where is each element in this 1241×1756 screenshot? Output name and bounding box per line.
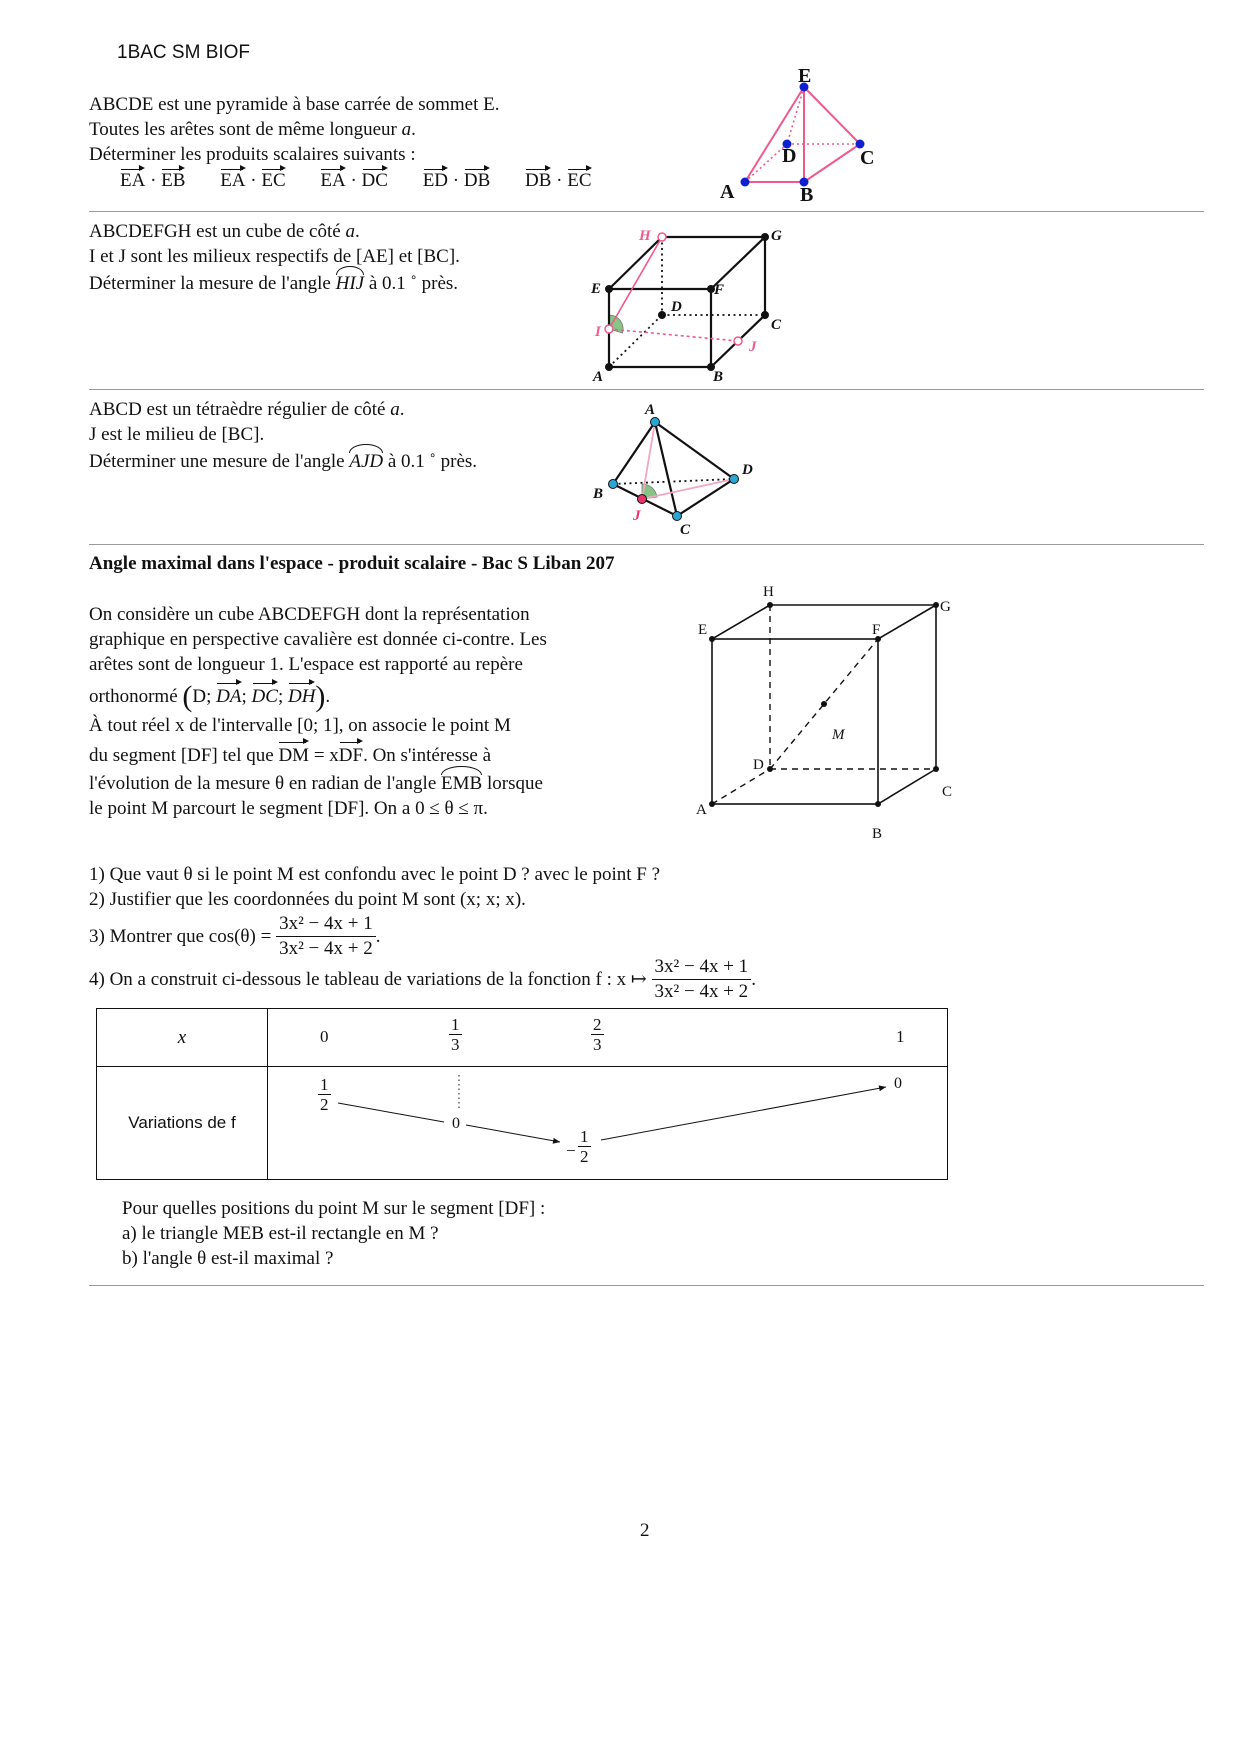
exercise-3-text bbox=[89, 397, 477, 474]
vertex-D bbox=[767, 766, 773, 772]
ex4-p6 bbox=[89, 741, 621, 768]
label-F: F bbox=[714, 282, 725, 298]
vertex-A bbox=[605, 363, 613, 371]
vertex-A bbox=[651, 418, 660, 427]
fraction-numerator: 3x² − 4x + 1 bbox=[652, 955, 752, 980]
edge-BC bbox=[878, 769, 936, 804]
vector: EA bbox=[120, 170, 146, 191]
edge-BC bbox=[804, 144, 860, 182]
question-2: 2) Justifier que les coordonnées du point M sont (x; x; x). bbox=[89, 889, 526, 910]
value-f1: 0 bbox=[894, 1075, 902, 1092]
tetrahedron-figure bbox=[585, 400, 765, 540]
ex4-p8: le point M parcourt le segment [DF]. On a 0 ≤ θ ≤ π. bbox=[89, 798, 488, 819]
fraction-cos-theta bbox=[276, 912, 376, 961]
ex4-paragraph bbox=[89, 602, 621, 821]
edge-EC bbox=[804, 87, 860, 144]
label-D: D bbox=[671, 299, 682, 315]
ex3-line-1 bbox=[89, 397, 477, 422]
vertex-H bbox=[767, 602, 773, 608]
ex2-line-3-end: à 0.1 ˚ près. bbox=[364, 273, 459, 294]
divider bbox=[89, 1285, 1204, 1286]
ex4-p4-text: orthonormé bbox=[89, 686, 178, 707]
cube-figure-ex2 bbox=[585, 222, 795, 384]
cube-front-face bbox=[712, 639, 878, 804]
frame-vector-DC: DC bbox=[252, 682, 278, 709]
edge-ED bbox=[787, 87, 804, 144]
label-H: H bbox=[763, 584, 774, 600]
product-1: EA · EB bbox=[120, 170, 186, 191]
ex2-var-a: a bbox=[345, 221, 355, 242]
label-M: M bbox=[832, 727, 845, 743]
vertex-B bbox=[875, 801, 881, 807]
x-values-cell bbox=[268, 1009, 948, 1067]
ex1-line-2-text: Toutes les arêtes sont de même longueur bbox=[89, 119, 402, 140]
fraction-denominator: 3x² − 4x + 2 bbox=[654, 981, 749, 1002]
ex2-line-1-text: ABCDEFGH est un cube de côté bbox=[89, 221, 346, 242]
ex2-line-3 bbox=[89, 271, 460, 296]
fraction-f bbox=[652, 955, 752, 1004]
label-B: B bbox=[713, 369, 724, 384]
ex4-p7-text: l'évolution de la mesure θ en radian de l'angle bbox=[89, 773, 442, 794]
ex1-line-2 bbox=[89, 117, 499, 142]
ex4-p7 bbox=[89, 771, 621, 796]
period: . bbox=[375, 926, 381, 947]
question-3 bbox=[89, 912, 380, 961]
value-f0-den: 2 bbox=[320, 1095, 329, 1114]
edge-EA bbox=[745, 87, 804, 182]
product-5: DB · EC bbox=[525, 170, 592, 191]
label-A: A bbox=[645, 402, 656, 418]
arrow-decreasing-1 bbox=[338, 1103, 444, 1122]
x-value-two-thirds bbox=[591, 1015, 604, 1054]
x-value-1-3-num: 1 bbox=[451, 1015, 460, 1034]
angle-HIJ: HIJ bbox=[335, 273, 365, 294]
variations-cell bbox=[268, 1067, 948, 1180]
pyramid-figure bbox=[720, 60, 890, 210]
divider bbox=[89, 389, 1204, 390]
ex3-var-a: a bbox=[390, 399, 400, 420]
product-2: EA · EC bbox=[220, 170, 286, 191]
vector: EA bbox=[220, 170, 246, 191]
ex1-line-3: Déterminer les produits scalaires suivants : bbox=[89, 144, 416, 165]
ex4-p1: On considère un cube ABCDEFGH dont la représentation bbox=[89, 604, 530, 625]
vertex-G bbox=[761, 233, 769, 241]
frame-vector-DH: DH bbox=[288, 682, 315, 709]
ex1-line-2-end: . bbox=[411, 119, 416, 140]
ex3-line-3 bbox=[89, 449, 477, 474]
ex1-var-a: a bbox=[401, 119, 412, 140]
edge-AB bbox=[613, 422, 655, 484]
divider bbox=[89, 211, 1204, 212]
label-D: D bbox=[742, 462, 753, 478]
label-H: H bbox=[639, 228, 651, 244]
edge-AD bbox=[712, 769, 770, 804]
ex1-products bbox=[120, 168, 592, 192]
vertex-D bbox=[658, 311, 666, 319]
ex4-p2: graphique en perspective cavalière est donnée ci-contre. Les bbox=[89, 629, 547, 650]
label-C: C bbox=[771, 317, 782, 333]
label-J: J bbox=[749, 339, 757, 355]
period: . bbox=[751, 969, 756, 990]
table-row-variations bbox=[97, 1067, 948, 1180]
page-number: 2 bbox=[640, 1520, 650, 1541]
question-1: 1) Que vaut θ si le point M est confondu avec le point D ? avec le point F ? bbox=[89, 864, 661, 885]
exercise-2-text bbox=[89, 219, 460, 296]
vector-DM: DM bbox=[278, 741, 309, 768]
label-I: I bbox=[595, 324, 601, 340]
ex4-p5: À tout réel x de l'intervalle [0; 1], on associe le point M bbox=[89, 715, 511, 736]
vector: DB bbox=[463, 170, 491, 191]
edge-FG bbox=[878, 605, 936, 639]
label-G: G bbox=[771, 228, 782, 244]
x-value-1: 1 bbox=[896, 1027, 905, 1046]
point-M bbox=[821, 701, 827, 707]
paren-close-icon: ) bbox=[315, 680, 326, 713]
ex4-p6-text: du segment [DF] tel que bbox=[89, 745, 279, 766]
vertex-E bbox=[709, 636, 715, 642]
followup-intro: Pour quelles positions du point M sur le segment [DF] : bbox=[122, 1198, 546, 1219]
value-f0-num: 1 bbox=[320, 1075, 329, 1094]
point-I bbox=[605, 325, 613, 333]
vertex-D bbox=[730, 475, 739, 484]
label-C: C bbox=[860, 147, 875, 169]
ex2-line-2: I et J sont les milieux respectifs de [AE] et [BC]. bbox=[89, 246, 460, 267]
table-row-x bbox=[97, 1009, 948, 1067]
segment-IJ bbox=[609, 329, 738, 341]
vector: DB bbox=[525, 170, 552, 191]
ex2-line-3-text: Déterminer la mesure de l'angle bbox=[89, 273, 336, 294]
vertex-C bbox=[673, 512, 682, 521]
label-D: D bbox=[753, 757, 764, 773]
arrow-increasing bbox=[601, 1087, 886, 1140]
fraction-numerator: 3x² − 4x + 1 bbox=[276, 912, 376, 937]
label-C: C bbox=[942, 784, 953, 800]
vector: EB bbox=[161, 170, 186, 191]
ex2-line-1-end: . bbox=[354, 221, 360, 242]
label-J: J bbox=[633, 508, 641, 524]
vector-DF: DF bbox=[339, 741, 363, 768]
variations-label: Variations de f bbox=[128, 1113, 236, 1132]
page-header-title: 1BAC SM BIOF bbox=[117, 42, 251, 63]
label-E: E bbox=[591, 281, 602, 297]
minus-sign: − bbox=[566, 1141, 576, 1160]
ex4-followup bbox=[122, 1196, 545, 1271]
x-header-cell: x bbox=[97, 1009, 268, 1067]
x-value-0: 0 bbox=[320, 1027, 329, 1046]
label-B: B bbox=[800, 184, 814, 206]
ex4-p7-end: lorsque bbox=[482, 773, 543, 794]
segment-IH bbox=[609, 237, 662, 329]
label-C: C bbox=[680, 522, 691, 538]
vertex-C bbox=[761, 311, 769, 319]
angle-AJD: AJD bbox=[349, 451, 384, 472]
ex4-title: Angle maximal dans l'espace - produit scalaire - Bac S Liban 207 bbox=[89, 553, 615, 574]
ex4-p3: arêtes sont de longueur 1. L'espace est rapporté au repère bbox=[89, 654, 523, 675]
ex4-p4: orthonormé (D; DA; DC; DH). bbox=[89, 680, 331, 713]
question-4 bbox=[89, 955, 756, 1004]
vector: ED bbox=[422, 170, 449, 191]
ex3-line-1-end: . bbox=[399, 399, 405, 420]
vector: EC bbox=[567, 170, 592, 191]
label-G: G bbox=[940, 599, 951, 615]
ex1-line-1: ABCDE est une pyramide à base carrée de sommet E. bbox=[89, 94, 500, 115]
label-D: D bbox=[782, 145, 797, 167]
cube-figure-ex4 bbox=[690, 578, 970, 848]
edge-EH bbox=[712, 605, 770, 639]
ex3-line-3-text: Déterminer une mesure de l'angle bbox=[89, 451, 350, 472]
frame-origin: D bbox=[192, 686, 207, 707]
cube-front-face bbox=[609, 289, 711, 367]
vector: EC bbox=[261, 170, 286, 191]
label-A: A bbox=[696, 802, 707, 818]
vertex-H bbox=[658, 233, 666, 241]
variations-header-cell bbox=[97, 1067, 268, 1180]
x-value-2-3-num: 2 bbox=[593, 1015, 602, 1034]
ex3-line-2: J est le milieu de [BC]. bbox=[89, 424, 265, 445]
variation-arrows bbox=[268, 1067, 948, 1180]
vertex-G bbox=[933, 602, 939, 608]
value-f-two-thirds-den: 2 bbox=[580, 1147, 589, 1166]
point-J bbox=[734, 337, 742, 345]
followup-a: a) le triangle MEB est-il rectangle en M ? bbox=[122, 1223, 439, 1244]
vector: DC bbox=[361, 170, 388, 191]
followup-b: b) l'angle θ est-il maximal ? bbox=[122, 1248, 334, 1269]
label-A: A bbox=[593, 369, 604, 384]
ex4-p6-mid: = x bbox=[309, 745, 339, 766]
angle-EMB: EMB bbox=[441, 773, 483, 794]
ex3-line-1-text: ABCD est un tétraèdre régulier de côté bbox=[89, 399, 391, 420]
x-value-1-3-den: 3 bbox=[451, 1035, 460, 1054]
product-4: ED · DB bbox=[422, 170, 491, 191]
arrow-decreasing-2 bbox=[466, 1125, 560, 1142]
ex2-line-1 bbox=[89, 219, 460, 244]
x-value-2-3-den: 3 bbox=[593, 1035, 602, 1054]
fraction-denominator: 3x² − 4x + 2 bbox=[279, 938, 373, 959]
ex3-line-3-end: à 0.1 ˚ près. bbox=[383, 451, 478, 472]
exercise-1-text bbox=[89, 92, 499, 167]
question-4-text: 4) On a construit ci-dessous le tableau de variations de la fonction f : x ↦ bbox=[89, 969, 647, 990]
point-J bbox=[638, 495, 647, 504]
value-f-two-thirds-num: 1 bbox=[580, 1127, 589, 1146]
vertex-E bbox=[605, 285, 613, 293]
label-E: E bbox=[698, 622, 708, 638]
value-f-one-third: 0 bbox=[452, 1115, 460, 1132]
vertex-B bbox=[609, 480, 618, 489]
label-B: B bbox=[593, 486, 604, 502]
vertex-A bbox=[741, 178, 750, 187]
question-3-text: 3) Montrer que cos(θ) = bbox=[89, 926, 272, 947]
vector: EA bbox=[320, 170, 346, 191]
paren-open-icon: ( bbox=[182, 680, 193, 713]
ex4-p6-end: . On s'intéresse à bbox=[363, 745, 492, 766]
label-A: A bbox=[720, 181, 735, 203]
frame-vector-DA: DA bbox=[216, 682, 241, 709]
vertex-A bbox=[709, 801, 715, 807]
vertex-C bbox=[933, 766, 939, 772]
edge-EH bbox=[609, 237, 662, 289]
product-3: EA · DC bbox=[320, 170, 388, 191]
label-B: B bbox=[872, 826, 883, 842]
x-value-one-third bbox=[449, 1015, 462, 1054]
label-E: E bbox=[798, 65, 812, 87]
divider bbox=[89, 544, 1204, 545]
variation-table bbox=[96, 1008, 948, 1180]
label-F: F bbox=[872, 622, 881, 638]
